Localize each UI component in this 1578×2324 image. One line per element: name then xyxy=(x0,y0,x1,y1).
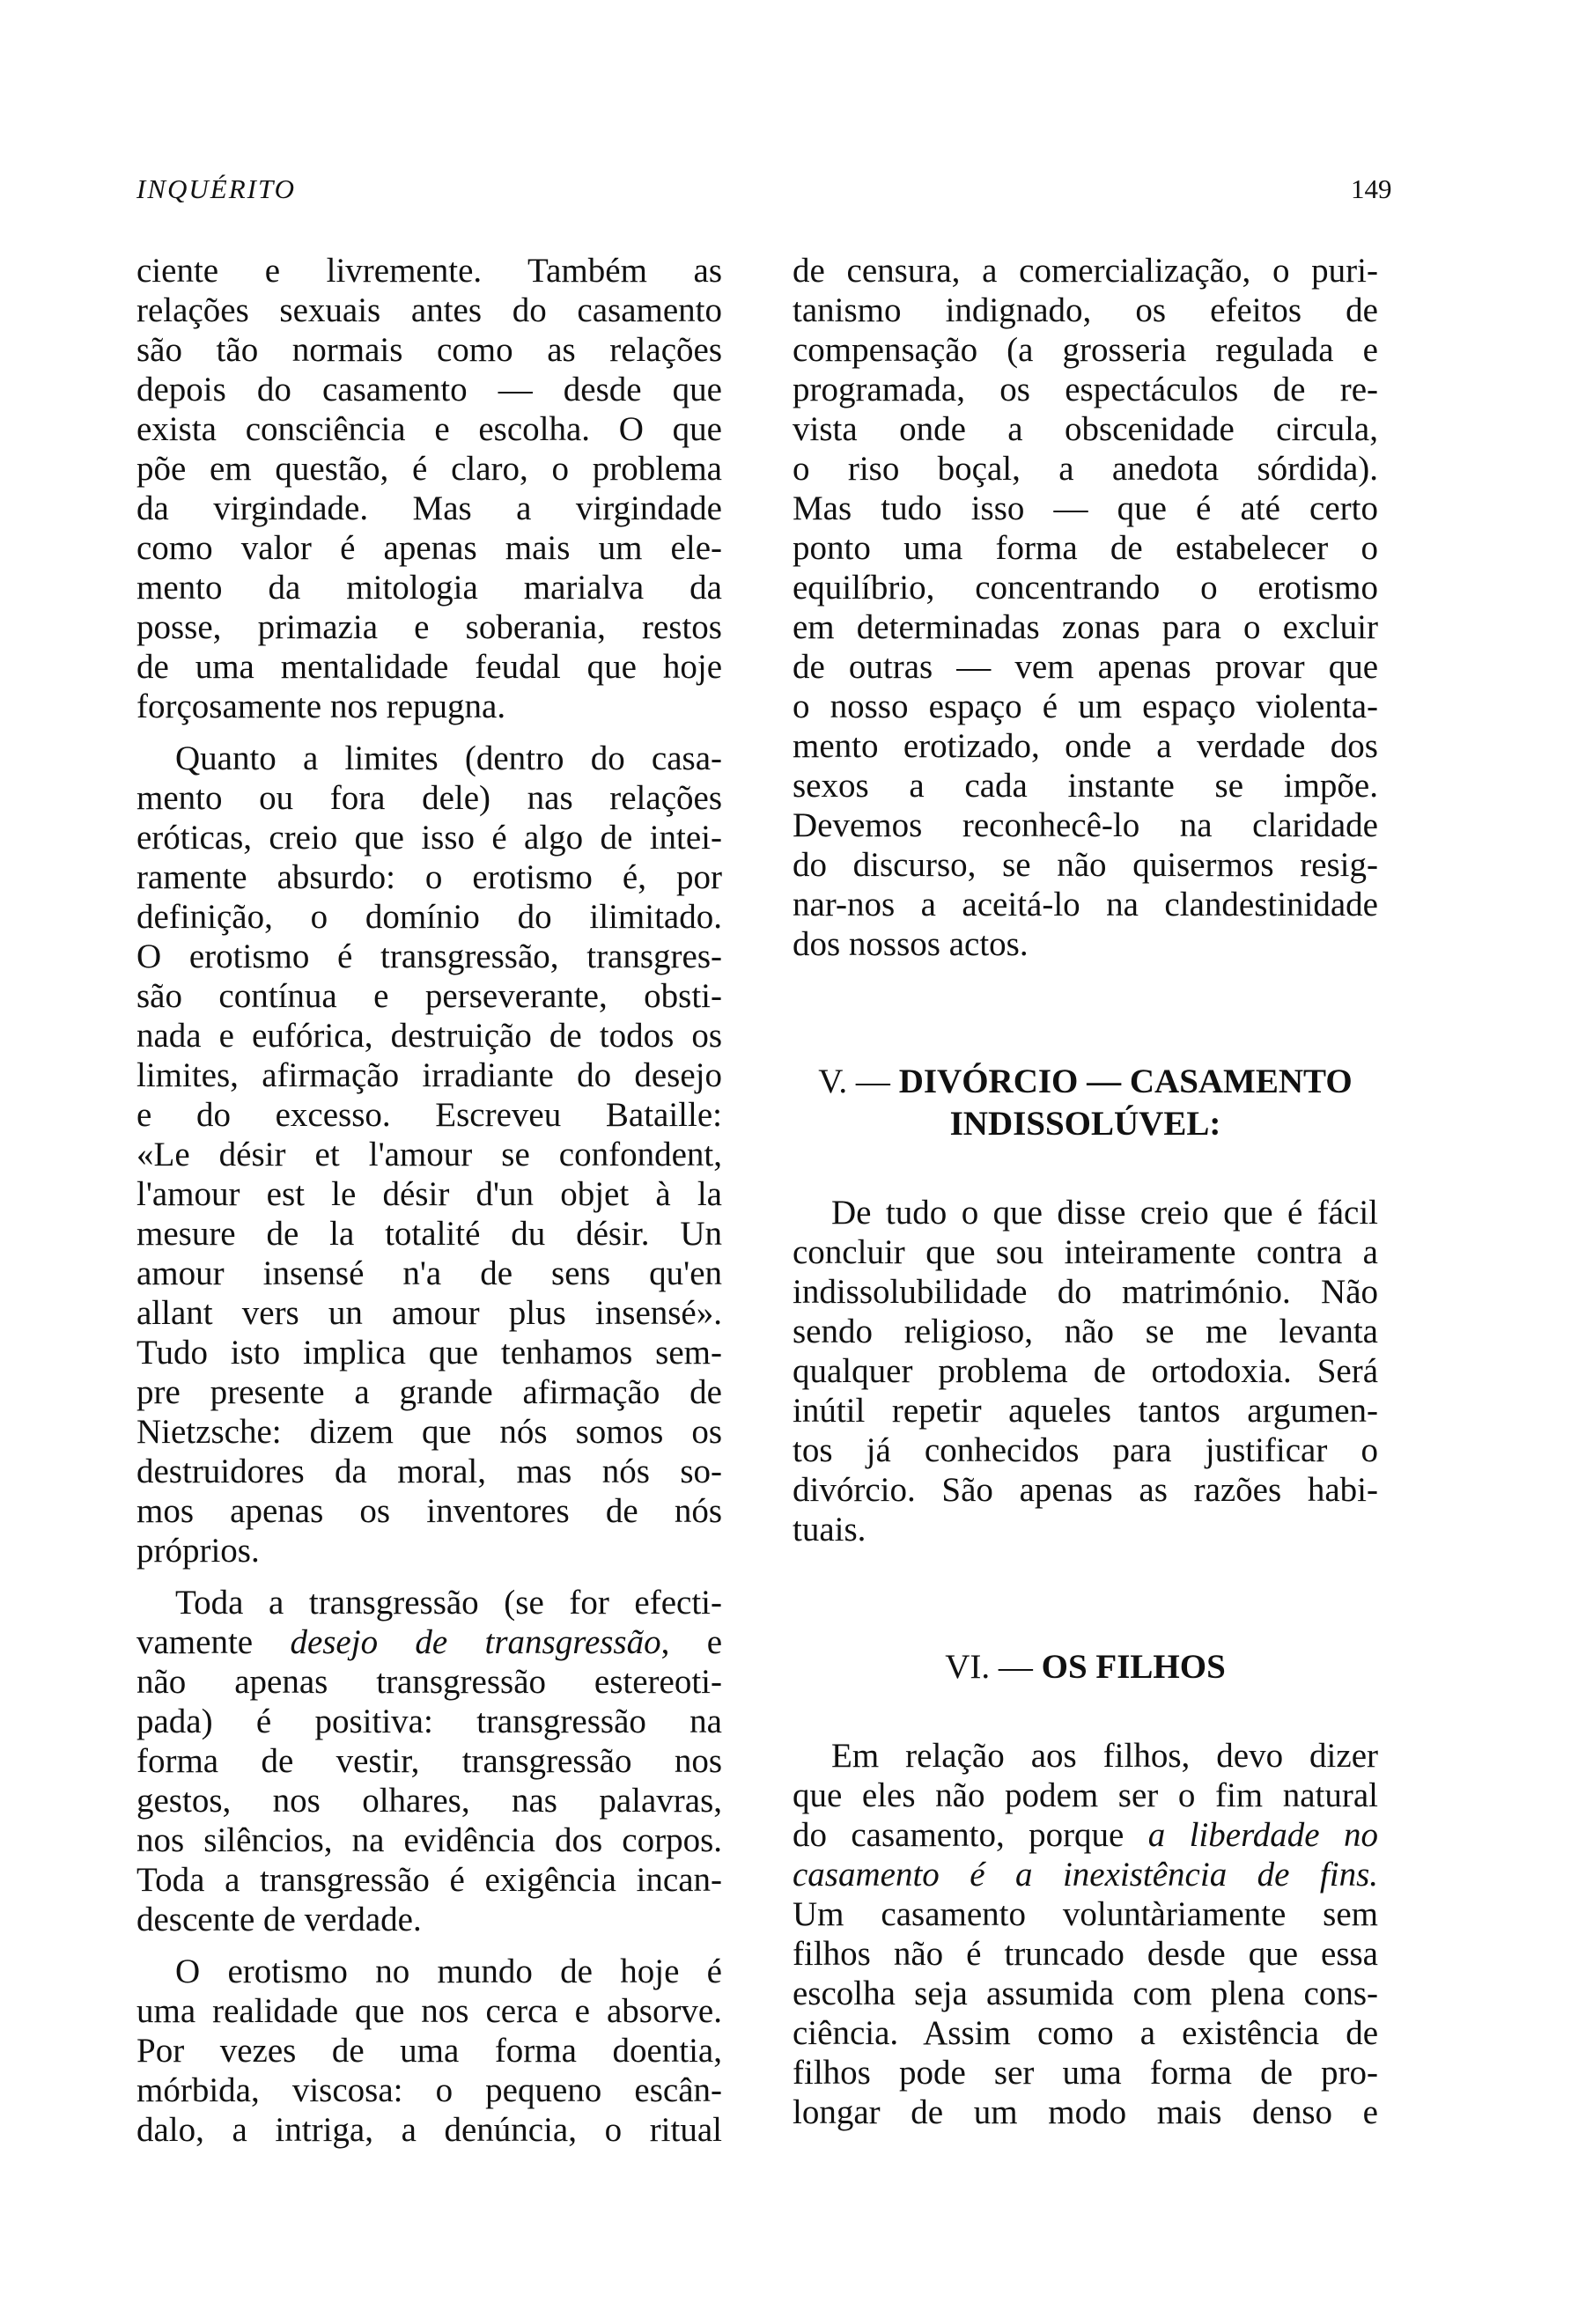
text-line: são tão normais como as relações xyxy=(136,331,722,369)
text-line: vista onde a obscenidade circula, xyxy=(793,410,1378,448)
text-line: indissolubilidade do matrimónio. Não xyxy=(793,1273,1378,1311)
text-line: exista consciência e escolha. O que xyxy=(136,410,722,448)
text-line: Em relação aos filhos, devo dizer xyxy=(831,1737,1378,1775)
text-line: concluir que sou inteiramente contra a xyxy=(793,1233,1378,1271)
text-line: mento da mitologia marialva da xyxy=(136,569,722,607)
text-line: De tudo o que disse creio que é fácil xyxy=(831,1194,1378,1232)
text-line: programada, os espectáculos de re- xyxy=(793,371,1378,408)
text-line: dos nossos actos. xyxy=(793,925,1029,963)
text-line: posse, primazia e soberania, restos xyxy=(136,608,722,646)
text-line: escolha seja assumida com plena cons- xyxy=(793,1975,1378,2012)
text-line: tuais. xyxy=(793,1511,866,1548)
text-line: O erotismo é transgressão, transgres- xyxy=(136,938,722,975)
text-line: nada e eufórica, destruição de todos os xyxy=(136,1017,722,1055)
text-line: ponto uma forma de estabelecer o xyxy=(793,529,1378,567)
paragraph xyxy=(136,1583,722,1939)
text-line: depois do casamento — desde que xyxy=(136,371,722,408)
text-line: Mas tudo isso — que é até certo xyxy=(793,489,1378,527)
paragraph-lines xyxy=(136,1662,722,1939)
left-column xyxy=(136,251,722,2150)
text-line: nos silêncios, na evidência dos corpos. xyxy=(136,1821,722,1859)
text-line: relações sexuais antes do casamento xyxy=(136,291,722,329)
text-line: mos apenas os inventores de nós xyxy=(136,1492,722,1530)
text-line: de uma mentalidade feudal que hoje xyxy=(136,648,722,686)
text-line: «Le désir et l'amour se confondent, xyxy=(136,1136,722,1173)
text-line: forma de vestir, transgressão nos xyxy=(136,1742,722,1780)
section-heading-line2: INDISSOLÚVEL: xyxy=(949,1105,1221,1143)
text-line: o riso boçal, a anedota sórdida). xyxy=(793,450,1378,488)
text-line: Toda a transgressão (se for efecti- xyxy=(175,1584,722,1622)
text-line: Por vezes de uma forma doentia, xyxy=(136,2032,722,2070)
text-line: ciência. Assim como a existência de xyxy=(793,2014,1378,2052)
paragraph xyxy=(793,1193,1378,1549)
text-line: e do excesso. Escreveu Bataille: xyxy=(136,1096,722,1134)
text-line: da virgindade. Mas a virgindade xyxy=(136,489,722,527)
text-line: tos já conhecidos para justificar o xyxy=(793,1431,1378,1469)
paragraph-lines xyxy=(793,1894,1378,2132)
text-line: O erotismo no mundo de hoje é xyxy=(175,1953,722,1990)
text-line: amour insensé n'a de sens qu'en xyxy=(136,1254,722,1292)
text-line: ciente e livremente. Também as xyxy=(136,252,722,290)
text-line: do casamento, porque a liberdade no xyxy=(793,1816,1378,1854)
text-line: sexos a cada instante se impõe. xyxy=(793,767,1378,805)
text-line: filhos não é truncado desde que essa xyxy=(793,1935,1378,1973)
emphasis: desejo de transgressão xyxy=(290,1623,661,1661)
text-line: qualquer problema de ortodoxia. Será xyxy=(793,1352,1378,1390)
text-line: longar de um modo mais denso e xyxy=(793,2093,1378,2131)
paragraph xyxy=(793,1736,1378,2132)
text-line: são contínua e perseverante, obsti- xyxy=(136,977,722,1015)
running-head: INQUÉRITO xyxy=(136,173,297,204)
paragraph xyxy=(136,1952,722,2150)
text-line: limites, afirmação irradiante do desejo xyxy=(136,1056,722,1094)
right-column xyxy=(793,251,1378,2132)
emphasis: a liberdade no xyxy=(1147,1816,1378,1854)
text-line: não apenas transgressão estereoti- xyxy=(136,1663,722,1701)
text-line: põe em questão, é claro, o problema xyxy=(136,450,722,488)
text-line: mento ou fora dele) nas relações xyxy=(136,779,722,817)
text-line: Tudo isto implica que tenhamos sem- xyxy=(136,1334,722,1372)
paragraph xyxy=(136,739,722,1570)
text-line: Devemos reconhecê-lo na claridade xyxy=(793,806,1378,844)
text-line: de censura, a comercialização, o puri- xyxy=(793,252,1378,290)
text-line: ramente absurdo: o erotismo é, por xyxy=(136,858,722,896)
text-line: Um casamento voluntàriamente sem xyxy=(793,1895,1378,1933)
text-line: mesure de la totalité du désir. Un xyxy=(136,1215,722,1253)
text-line: equilíbrio, concentrando o erotismo xyxy=(793,569,1378,607)
text-line: dalo, a intriga, a denúncia, o ritual xyxy=(136,2111,722,2149)
text-line: nar-nos a aceitá-lo na clandestinidade xyxy=(793,886,1378,923)
text-line: uma realidade que nos cerca e absorve. xyxy=(136,1992,722,2030)
text-line: inútil repetir aqueles tantos argumen- xyxy=(793,1392,1378,1430)
text-line: Nietzsche: dizem que nós somos os xyxy=(136,1413,722,1451)
section-heading: VI. — OS FILHOS xyxy=(945,1648,1226,1686)
paragraph xyxy=(136,251,722,726)
text-line: próprios. xyxy=(136,1532,260,1570)
text-line: tanismo indignado, os efeitos de xyxy=(793,291,1378,329)
text-line: gestos, nos olhares, nas palavras, xyxy=(136,1782,722,1820)
text-line: como valor é apenas mais um ele- xyxy=(136,529,722,567)
section-heading: V. — DIVÓRCIO — CASAMENTO xyxy=(818,1063,1353,1100)
text-line: que eles não podem ser o fim natural xyxy=(793,1776,1378,1814)
text-line: Quanto a limites (dentro do casa- xyxy=(175,739,722,777)
text-line: compensação (a grosseria regulada e xyxy=(793,331,1378,369)
text-line: eróticas, creio que isso é algo de intei- xyxy=(136,819,722,857)
text-line: mento erotizado, onde a verdade dos xyxy=(793,727,1378,765)
text-line: pre presente a grande afirmação de xyxy=(136,1373,722,1411)
text-line: sendo religioso, não se me levanta xyxy=(793,1313,1378,1350)
paragraph xyxy=(793,251,1378,964)
text-line: em determinadas zonas para o excluir xyxy=(793,608,1378,646)
text-line: allant vers un amour plus insensé». xyxy=(136,1294,722,1332)
text-line: l'amour est le désir d'un objet à la xyxy=(136,1175,722,1213)
text-line: divórcio. São apenas as razões habi- xyxy=(793,1471,1378,1509)
text-line: Toda a transgressão é exigência incan- xyxy=(136,1861,722,1899)
text-line: pada) é positiva: transgressão na xyxy=(136,1703,722,1740)
text-line: vamente desejo de transgressão, e xyxy=(136,1623,723,1661)
page-number: 149 xyxy=(1351,173,1392,204)
text-line: o nosso espaço é um espaço violenta- xyxy=(793,688,1378,725)
text-line: forçosamente nos repugna. xyxy=(136,688,506,725)
text-line: destruidores da moral, mas nós so- xyxy=(136,1452,722,1490)
text-line: do discurso, se não quisermos resig- xyxy=(793,846,1378,884)
text-line: de outras — vem apenas provar que xyxy=(793,648,1378,686)
text-line: descente de verdade. xyxy=(136,1901,422,1938)
text-line: casamento é a inexistência de fins. xyxy=(793,1856,1378,1894)
text-line: definição, o domínio do ilimitado. xyxy=(136,898,722,936)
text-line: filhos pode ser uma forma de pro- xyxy=(793,2054,1378,2092)
text-line: mórbida, viscosa: o pequeno escân- xyxy=(136,2071,722,2109)
